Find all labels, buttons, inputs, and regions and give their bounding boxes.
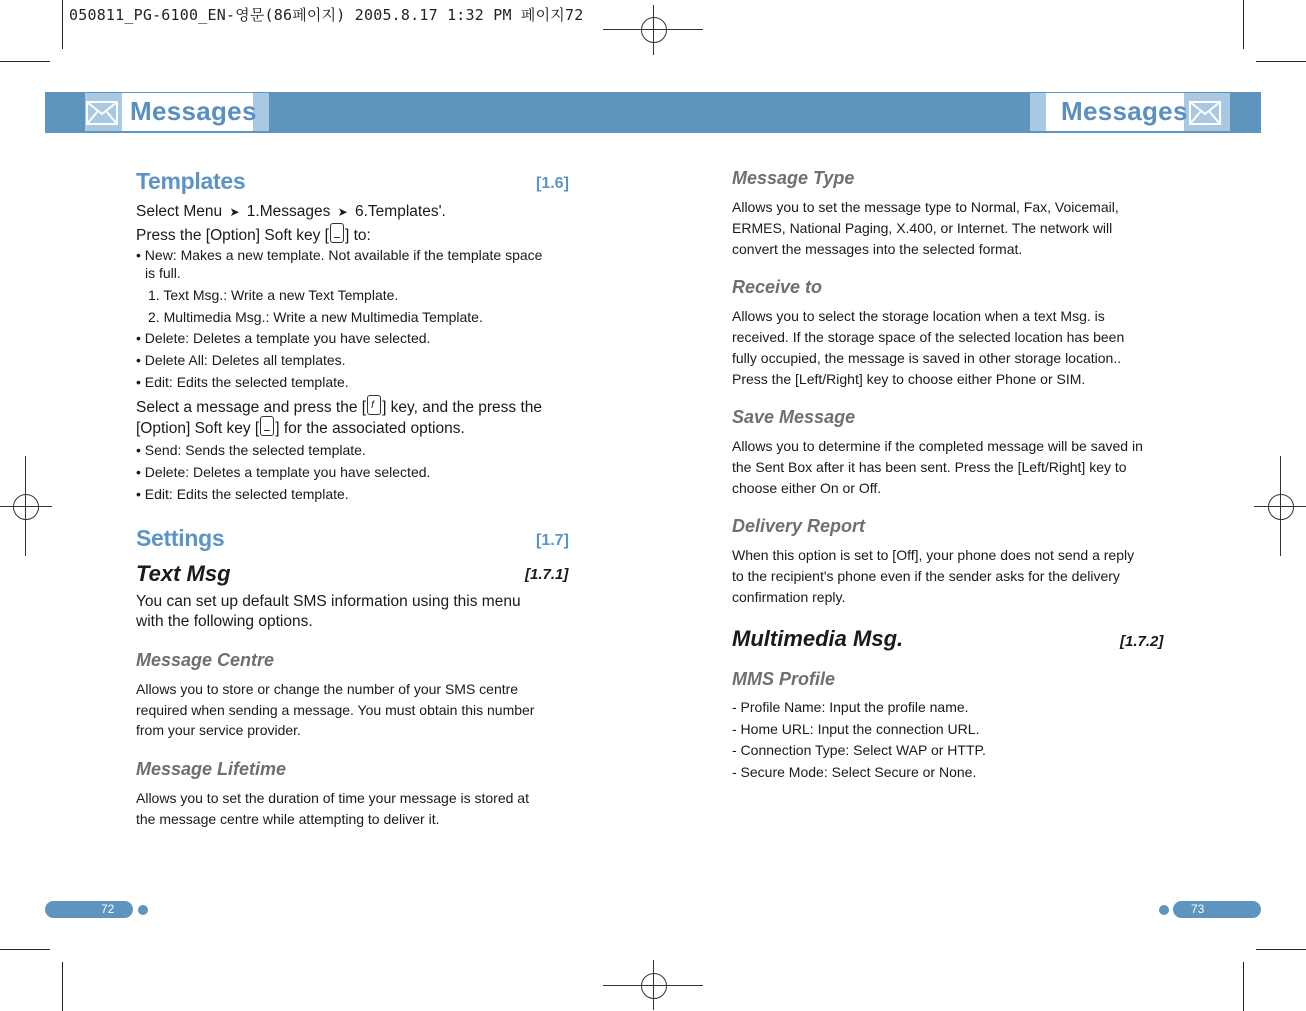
path-step-1: 1.Messages <box>246 203 331 220</box>
registration-mark-top <box>603 5 703 55</box>
templates-sub2: 2. Multimedia Msg.: Write a new Multimedia Template. <box>148 309 483 325</box>
settings-code: [1.7] <box>536 532 569 549</box>
templates-delete-2: • Delete: Deletes a template you have selected. <box>136 464 431 480</box>
crop-mark <box>1256 949 1306 950</box>
templates-delete: • Delete: Deletes a template you have selected. <box>136 330 431 346</box>
templates-option-line: [Option] Soft key [ ] for the associated options. <box>136 416 465 439</box>
save-message-line1: Allows you to determine if the completed message will be saved in <box>732 438 1143 454</box>
delivery-report-heading: Delivery Report <box>732 516 866 536</box>
save-message-heading: Save Message <box>732 407 856 427</box>
templates-edit-2: • Edit: Edits the selected template. <box>136 486 349 502</box>
message-lifetime-heading: Message Lifetime <box>136 759 287 779</box>
page-number-right: 73 <box>1173 901 1261 918</box>
mms-profile-item3: - Connection Type: Select WAP or HTTP. <box>732 742 986 758</box>
delivery-report-line3: confirmation reply. <box>732 589 846 605</box>
mms-profile-item4: - Secure Mode: Select Secure or None. <box>732 764 977 780</box>
mms-profile-item2: - Home URL: Input the connection URL. <box>732 721 980 737</box>
templates-new-line2: is full. <box>145 265 181 281</box>
templates-press-line: Press the [Option] Soft key [ ] to: <box>136 223 371 246</box>
templates-edit: • Edit: Edits the selected template. <box>136 374 349 390</box>
message-centre-line1: Allows you to store or change the number of your SMS centre <box>136 681 519 697</box>
f-key-icon <box>367 395 381 415</box>
message-lifetime-line2: the message centre while attempting to deliver it. <box>136 811 440 827</box>
arrow-right-icon: ➤ <box>229 205 240 219</box>
message-centre-heading: Message Centre <box>136 650 275 670</box>
crop-mark <box>1243 0 1244 49</box>
templates-send: • Send: Sends the selected template. <box>136 442 366 458</box>
message-lifetime-line1: Allows you to set the duration of time your message is stored at <box>136 790 529 806</box>
save-message-line2: the Sent Box after it has been sent. Press the [Left/Right] key to <box>732 459 1127 475</box>
templates-code: [1.6] <box>536 175 569 192</box>
page-dot-left <box>138 905 148 915</box>
templates-path <box>136 201 446 223</box>
receive-to-line3: fully occupied, the message is saved in other storage location.. <box>732 350 1122 366</box>
save-message-line3: choose either On or Off. <box>732 480 882 496</box>
page-title-left: Messages <box>130 96 257 126</box>
multimedia-msg-heading: Multimedia Msg. <box>732 626 904 651</box>
delivery-report-line2: to the recipient's phone even if the sender asks for the delivery <box>732 568 1120 584</box>
receive-to-line2: received. If the storage space of the selected location has been <box>732 329 1125 345</box>
crop-mark <box>1256 61 1306 62</box>
multimedia-msg-code: [1.7.2] <box>1120 633 1164 650</box>
templates-sub1: 1. Text Msg.: Write a new Text Template. <box>148 287 399 303</box>
crop-mark <box>62 962 63 1011</box>
registration-mark-right <box>1254 456 1306 556</box>
print-header: 050811_PG-6100_EN-영문(86페이지) 2005.8.17 1:32 PM 페이지72 <box>69 6 584 24</box>
crop-mark <box>62 0 63 49</box>
page-number-left: 72 <box>45 901 133 918</box>
receive-to-line4: Press the [Left/Right] key to choose either Phone or SIM. <box>732 371 1086 387</box>
mms-profile-heading: MMS Profile <box>732 669 836 689</box>
message-type-line2: ERMES, National Paging, X.400, or Internet. The network will <box>732 220 1113 236</box>
templates-new-line1: • New: Makes a new template. Not available if the template space <box>136 247 543 263</box>
envelope-icon <box>1189 101 1221 130</box>
text-msg-code: [1.7.1] <box>525 566 569 583</box>
arrow-right-icon: ➤ <box>337 205 348 219</box>
templates-delete-all: • Delete All: Deletes all templates. <box>136 352 346 368</box>
templates-select-line: Select a message and press the [f ] key, and the press the <box>136 395 542 418</box>
envelope-icon <box>86 101 118 130</box>
templates-heading: Templates <box>136 168 246 194</box>
mms-profile-item1: - Profile Name: Input the profile name. <box>732 699 969 715</box>
page-title-right: Messages <box>1061 96 1188 126</box>
receive-to-line1: Allows you to select the storage location when a text Msg. is <box>732 308 1105 324</box>
message-centre-line2: required when sending a message. You must obtain this number <box>136 702 535 718</box>
text-msg-heading: Text Msg <box>136 561 231 586</box>
header-right-edge <box>1030 93 1046 131</box>
registration-mark-left <box>0 456 52 556</box>
crop-mark <box>0 61 50 62</box>
message-centre-line3: from your service provider. <box>136 722 301 738</box>
registration-mark-bottom <box>603 960 703 1010</box>
message-type-line3: convert the messages into the selected format. <box>732 241 1023 257</box>
crop-mark <box>1243 962 1244 1011</box>
text-msg-body-line2: with the following options. <box>136 613 313 630</box>
page-dot-right <box>1159 905 1169 915</box>
crop-mark <box>0 949 50 950</box>
message-type-heading: Message Type <box>732 168 855 188</box>
message-type-line1: Allows you to set the message type to Normal, Fax, Voicemail, <box>732 199 1119 215</box>
receive-to-heading: Receive to <box>732 277 823 297</box>
text-msg-body-line1: You can set up default SMS information using this menu <box>136 593 521 610</box>
settings-heading: Settings <box>136 525 225 551</box>
select-menu-text: Select Menu <box>136 203 223 220</box>
soft-key-icon <box>260 416 274 436</box>
delivery-report-line1: When this option is set to [Off], your phone does not send a reply <box>732 547 1135 563</box>
soft-key-icon <box>330 223 344 243</box>
path-step-2: 6.Templates'. <box>355 203 446 220</box>
